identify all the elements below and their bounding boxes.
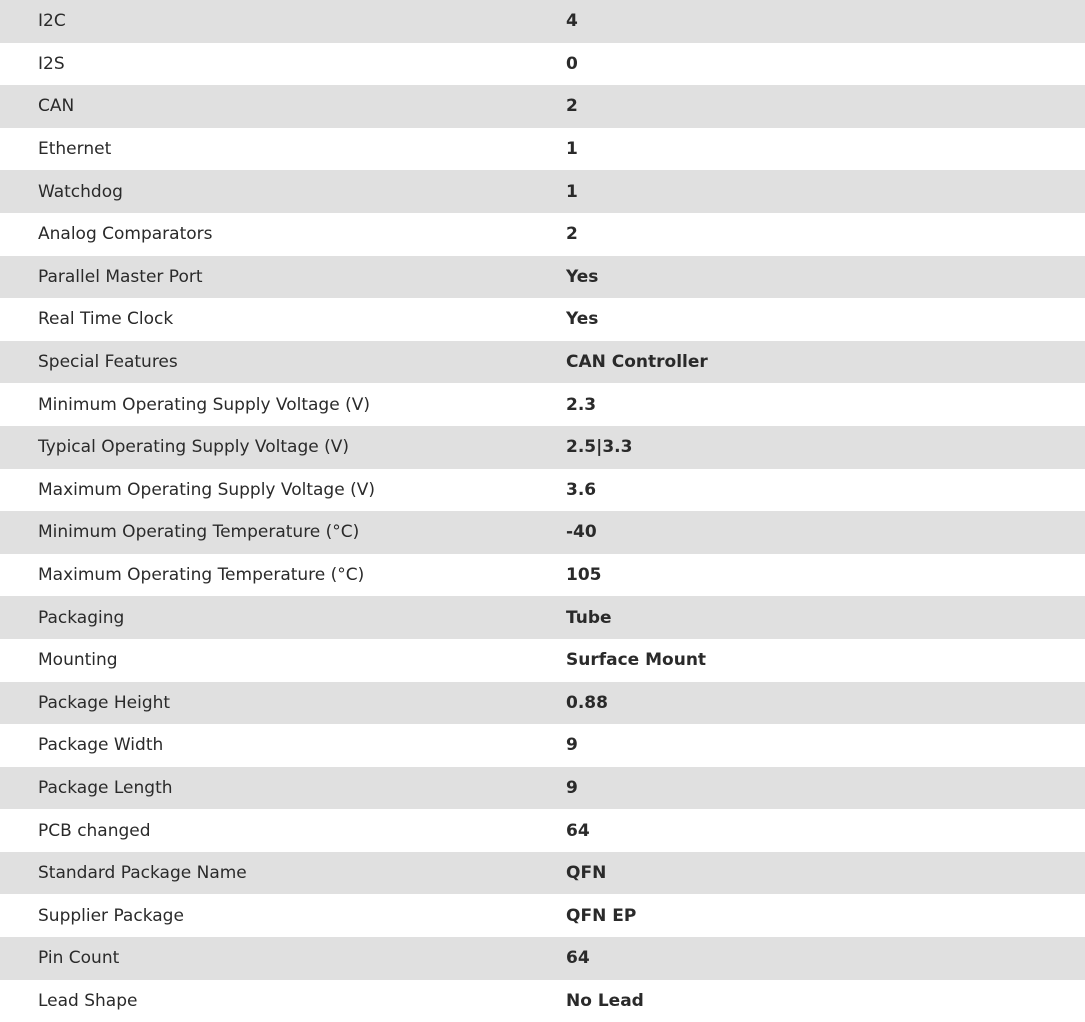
spec-row-analog-comparators [0, 213, 1085, 256]
spec-label: Maximum Operating Supply Voltage (V) [38, 479, 375, 500]
spec-value: 105 [566, 565, 602, 586]
spec-value: QFN [566, 863, 607, 884]
spec-value: 2.3 [566, 394, 597, 415]
spec-value: 9 [566, 735, 578, 756]
spec-row-package-height [0, 682, 1085, 725]
spec-row-ethernet [0, 128, 1085, 171]
spec-row-special-features [0, 341, 1085, 384]
spec-label: Package Width [38, 735, 164, 756]
spec-row-standard-package-name [0, 852, 1085, 895]
spec-label: Real Time Clock [38, 309, 174, 330]
spec-label: Typical Operating Supply Voltage (V) [38, 437, 349, 458]
spec-row-real-time-clock [0, 298, 1085, 341]
spec-value: Tube [566, 607, 612, 628]
spec-label: Ethernet [38, 139, 112, 160]
spec-value: 4 [566, 11, 578, 32]
spec-value: 2.5|3.3 [566, 437, 633, 458]
spec-row-pin-count [0, 937, 1085, 980]
spec-label: Analog Comparators [38, 224, 213, 245]
spec-label: Minimum Operating Supply Voltage (V) [38, 394, 370, 415]
spec-label: I2C [38, 11, 66, 32]
spec-label: CAN [38, 96, 75, 117]
spec-label: Pin Count [38, 948, 120, 969]
spec-label: Minimum Operating Temperature (°C) [38, 522, 360, 543]
spec-label: Maximum Operating Temperature (°C) [38, 565, 365, 586]
spec-value: 64 [566, 820, 590, 841]
spec-row-pcb-changed [0, 809, 1085, 852]
spec-row-supplier-package [0, 894, 1085, 937]
spec-label: Special Features [38, 352, 178, 373]
spec-row-i2c [0, 0, 1085, 43]
spec-value: 0.88 [566, 692, 608, 713]
spec-row-package-length [0, 767, 1085, 810]
spec-row-mounting [0, 639, 1085, 682]
spec-label: Watchdog [38, 181, 123, 202]
spec-value: 2 [566, 224, 578, 245]
spec-row-packaging [0, 596, 1085, 639]
spec-value: Surface Mount [566, 650, 707, 671]
spec-label: Packaging [38, 607, 125, 628]
spec-value: 1 [566, 181, 578, 202]
spec-value: No Lead [566, 990, 644, 1011]
spec-value: 1 [566, 139, 578, 160]
spec-label: Package Length [38, 777, 173, 798]
spec-row-lead-shape [0, 980, 1085, 1022]
spec-value: 2 [566, 96, 578, 117]
spec-row-i2s [0, 43, 1085, 86]
spec-label: Parallel Master Port [38, 266, 203, 287]
spec-label: Standard Package Name [38, 863, 247, 884]
spec-value: QFN EP [566, 905, 637, 926]
spec-label: PCB changed [38, 820, 151, 841]
spec-value: -40 [566, 522, 597, 543]
spec-row-min-operating-temperature [0, 511, 1085, 554]
spec-label: Supplier Package [38, 905, 184, 926]
spec-value: Yes [566, 309, 599, 330]
spec-row-typical-supply-voltage [0, 426, 1085, 469]
spec-label: Package Height [38, 692, 171, 713]
spec-value: 3.6 [566, 479, 597, 500]
spec-value: 0 [566, 53, 578, 74]
spec-value: 9 [566, 777, 578, 798]
spec-row-watchdog [0, 170, 1085, 213]
spec-row-can [0, 85, 1085, 128]
spec-value: CAN Controller [566, 352, 708, 373]
spec-label: Mounting [38, 650, 118, 671]
spec-value: Yes [566, 266, 599, 287]
spec-row-parallel-master-port [0, 256, 1085, 299]
spec-row-min-supply-voltage [0, 383, 1085, 426]
spec-row-max-supply-voltage [0, 469, 1085, 512]
spec-row-max-operating-temperature [0, 554, 1085, 597]
spec-label: Lead Shape [38, 990, 138, 1011]
spec-value: 64 [566, 948, 590, 969]
spec-label: I2S [38, 53, 65, 74]
spec-row-package-width [0, 724, 1085, 767]
